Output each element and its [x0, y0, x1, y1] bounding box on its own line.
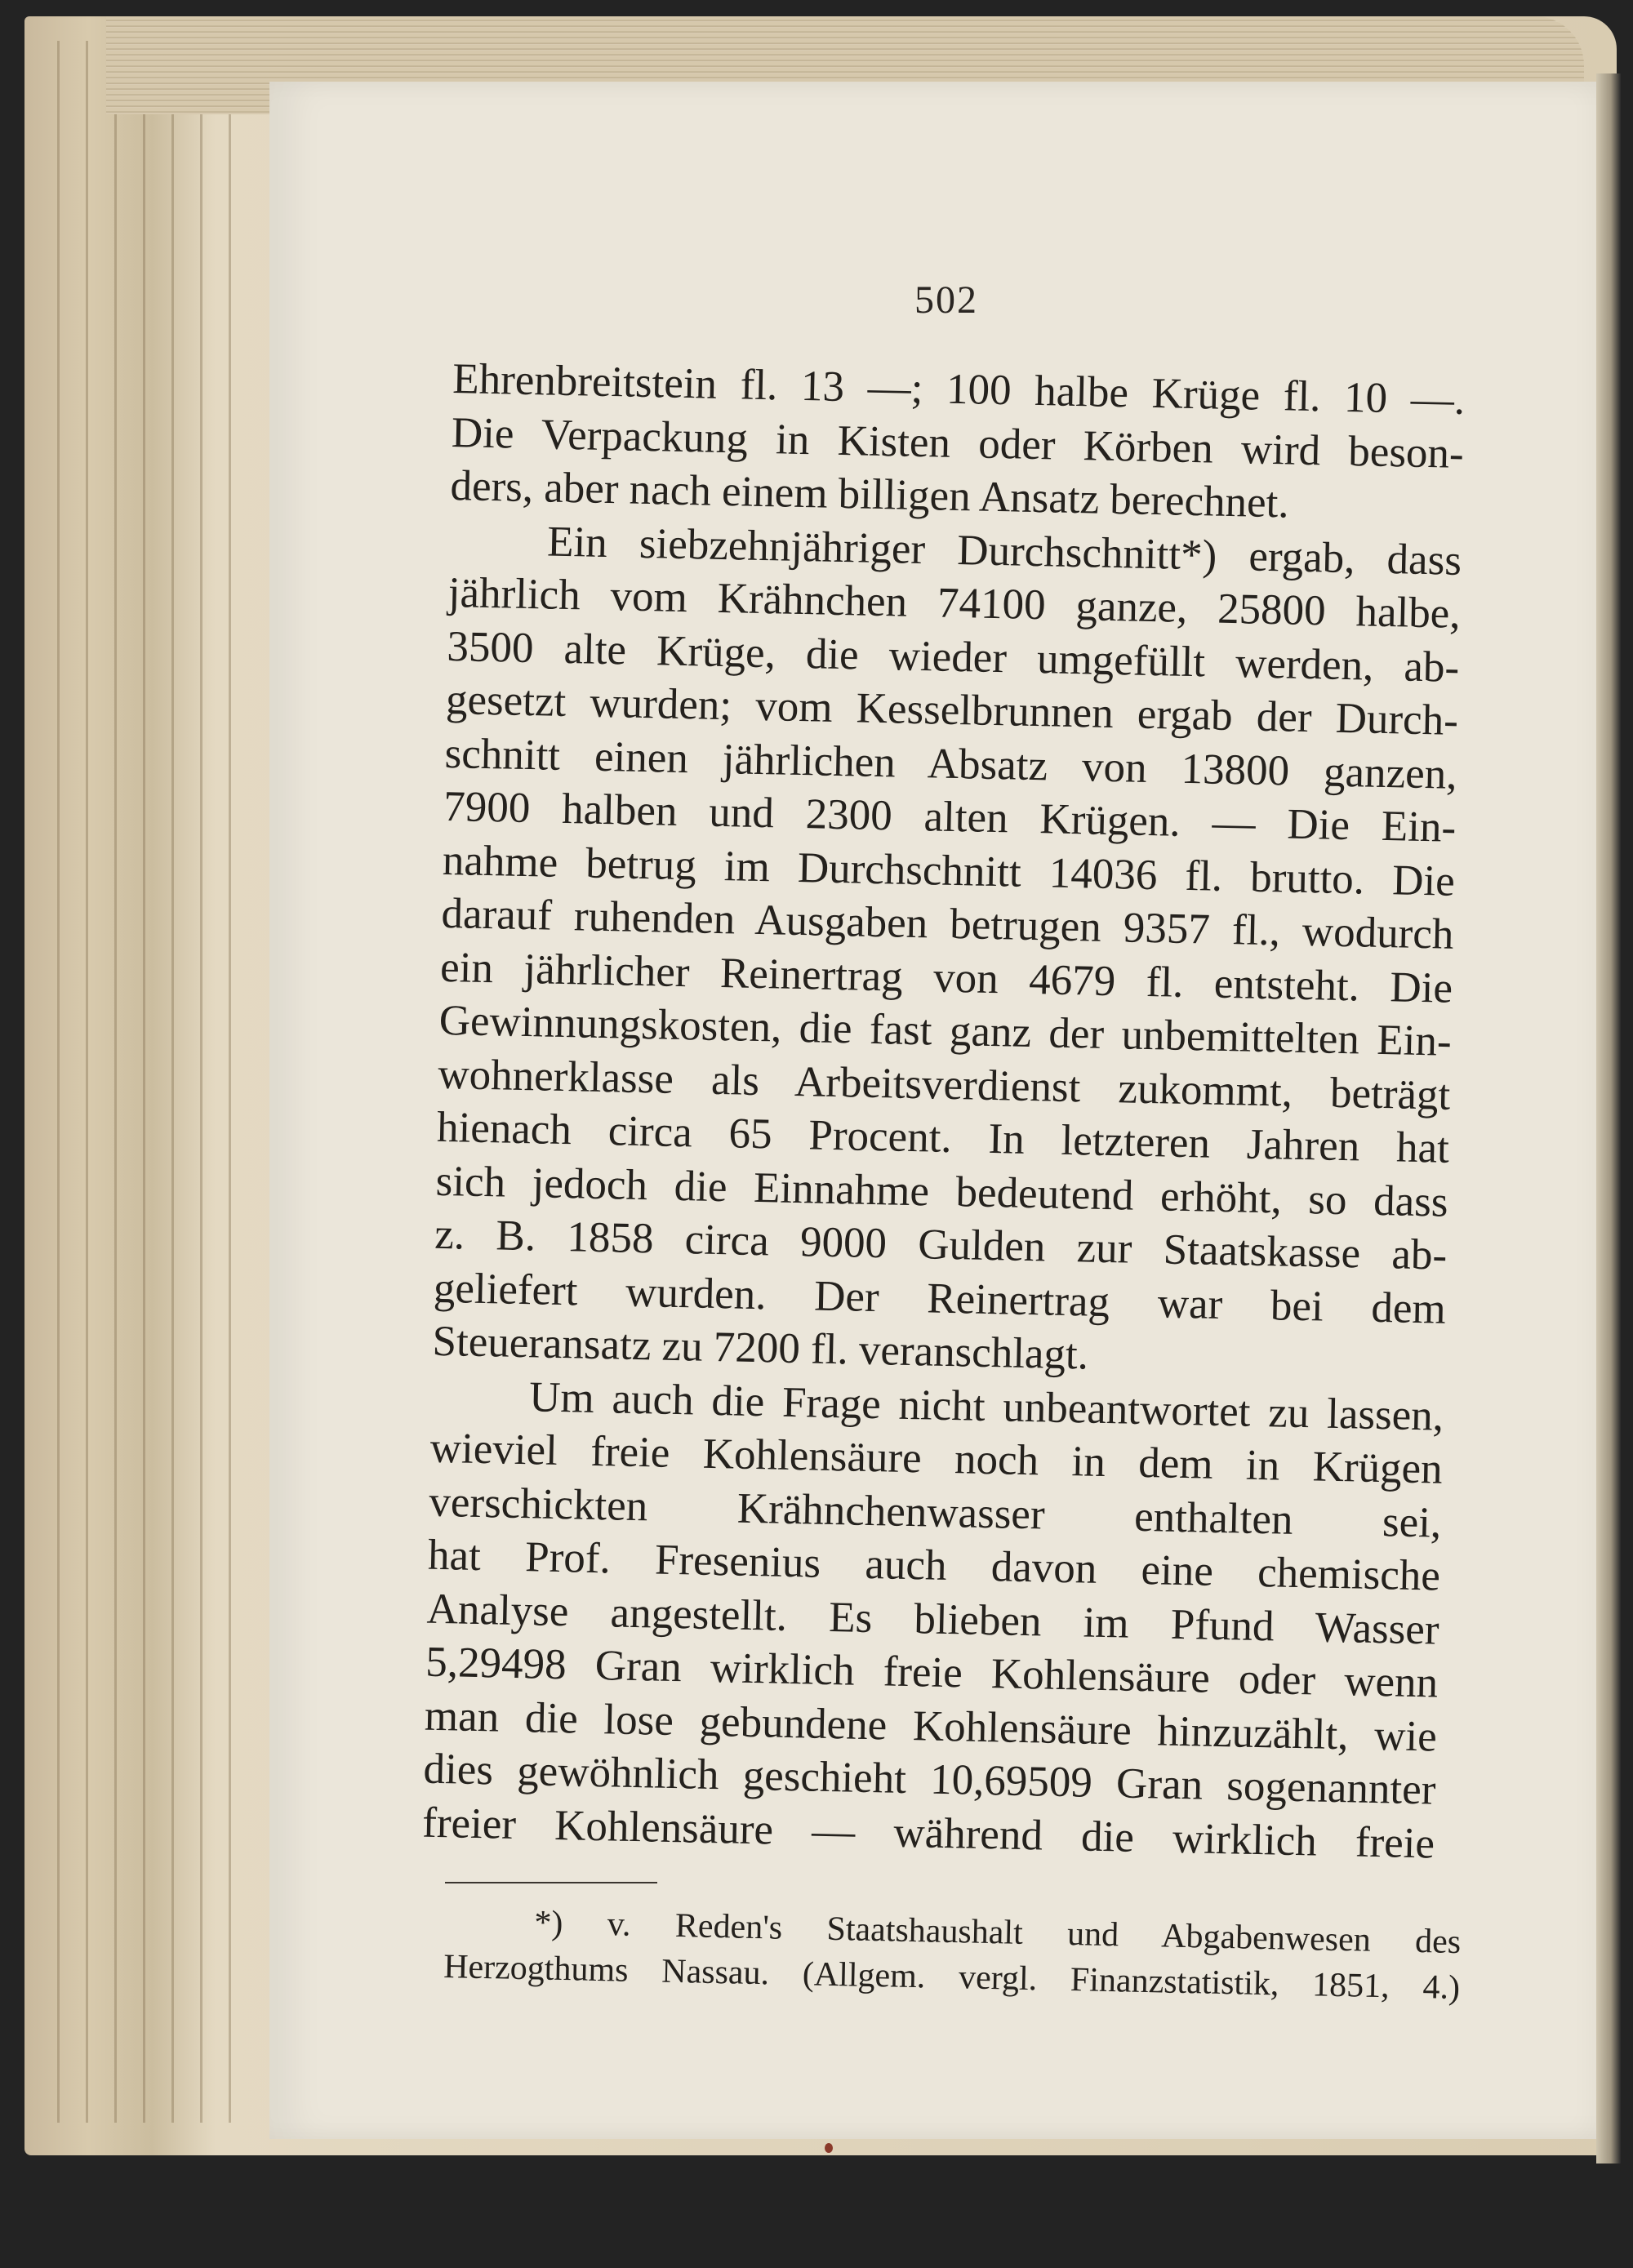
text-line: Ein siebzehnjähriger Durchschnitt*) ergab, dass [546, 517, 1462, 585]
text-line: jährlich vom Krähnchen 74100 ganze, 25800 halbe, [447, 568, 1462, 638]
text-line: z. B. 1858 circa 9000 Gulden zur Staatskasse ab- [434, 1210, 1448, 1279]
text-line: Gewinnungskosten, die fast ganz der unbemittelten Ein- [438, 996, 1453, 1065]
text-line: man die lose gebundene Kohlensäure hinzuzählt, wie [424, 1692, 1438, 1761]
text-line: wohnerklasse als Arbeitsverdienst zukommt, beträgt [437, 1050, 1451, 1119]
text-line: freier Kohlensäure — während die wirklich freie [421, 1799, 1435, 1868]
text-line: sich jedoch die Einnahme bedeutend erhöht, so dass [435, 1157, 1449, 1226]
text-line: 7900 halben und 2300 alten Krügen. — Die Ein- [443, 782, 1457, 852]
page-number: 502 [914, 278, 978, 322]
page-edge [200, 41, 202, 2123]
text-line: 3500 alte Krüge, die wieder umgefüllt werden, ab- [446, 622, 1460, 692]
page-edge [171, 41, 174, 2123]
text-line: verschickten Krähnchenwasser enthalten sei, [428, 1478, 1442, 1547]
footnote-line: Herzogthums Nassau. (Allgem. vergl. Finanzstatistik, 1851, 4.) [443, 1947, 1461, 2008]
text-line: ders, aber nach einem billigen Ansatz berechnet. [449, 461, 1290, 527]
text-line: gesetzt wurden; vom Kesselbrunnen ergab der Durch- [445, 675, 1459, 745]
book-gutter [1596, 73, 1621, 2163]
text-line: geliefert wurden. Der Reinertrag war bei dem [433, 1264, 1447, 1333]
footnote-divider [445, 1882, 657, 1883]
page-edge [143, 41, 145, 2123]
ink-spot [825, 2143, 833, 2153]
text-line: darauf ruhenden Ausgaben betrugen 9357 fl., wodurch [441, 889, 1454, 958]
page-edge [229, 41, 231, 2123]
text-line: nahme betrug im Durchschnitt 14036 fl. brutto. Die [442, 836, 1456, 905]
text-line: dies gewöhnlich geschieht 10,69509 Gran sogenannter [423, 1745, 1437, 1814]
text-line: Analyse angestellt. Es blieben im Pfund Wasser [426, 1585, 1440, 1654]
body-text [422, 353, 1466, 1871]
page-edge [86, 41, 88, 2123]
text-line: ein jährlicher Reinertrag von 4679 fl. entsteht. Die [439, 943, 1453, 1012]
page-edge [114, 41, 117, 2123]
text-line: hienach circa 65 Procent. In letzteren Jahren hat [436, 1103, 1450, 1172]
text-line: hat Prof. Fresenius auch davon eine chemische [427, 1531, 1441, 1600]
text-line: schnitt einen jährlichen Absatz von 13800 ganzen, [444, 729, 1458, 798]
footnote-line: *) v. Reden's Staatshaushalt und Abgabenwesen des [533, 1904, 1462, 1962]
text-line: Die Verpackung in Kisten oder Körben wird beson- [451, 408, 1465, 478]
text-line: Steueransatz zu 7200 fl. veranschlagt. [432, 1317, 1089, 1379]
page-edge [57, 41, 60, 2123]
text-line: wieviel freie Kohlensäure noch in dem in Krügen [429, 1424, 1444, 1493]
text-line: 5,29498 Gran wirklich freie Kohlensäure oder wenn [425, 1638, 1439, 1707]
text-line: Um auch die Frage nicht unbeantwortet zu lassen, [528, 1372, 1444, 1440]
text-line: Ehrenbreitstein fl. 13 —; 100 halbe Krüge fl. 10 —. [452, 354, 1466, 424]
